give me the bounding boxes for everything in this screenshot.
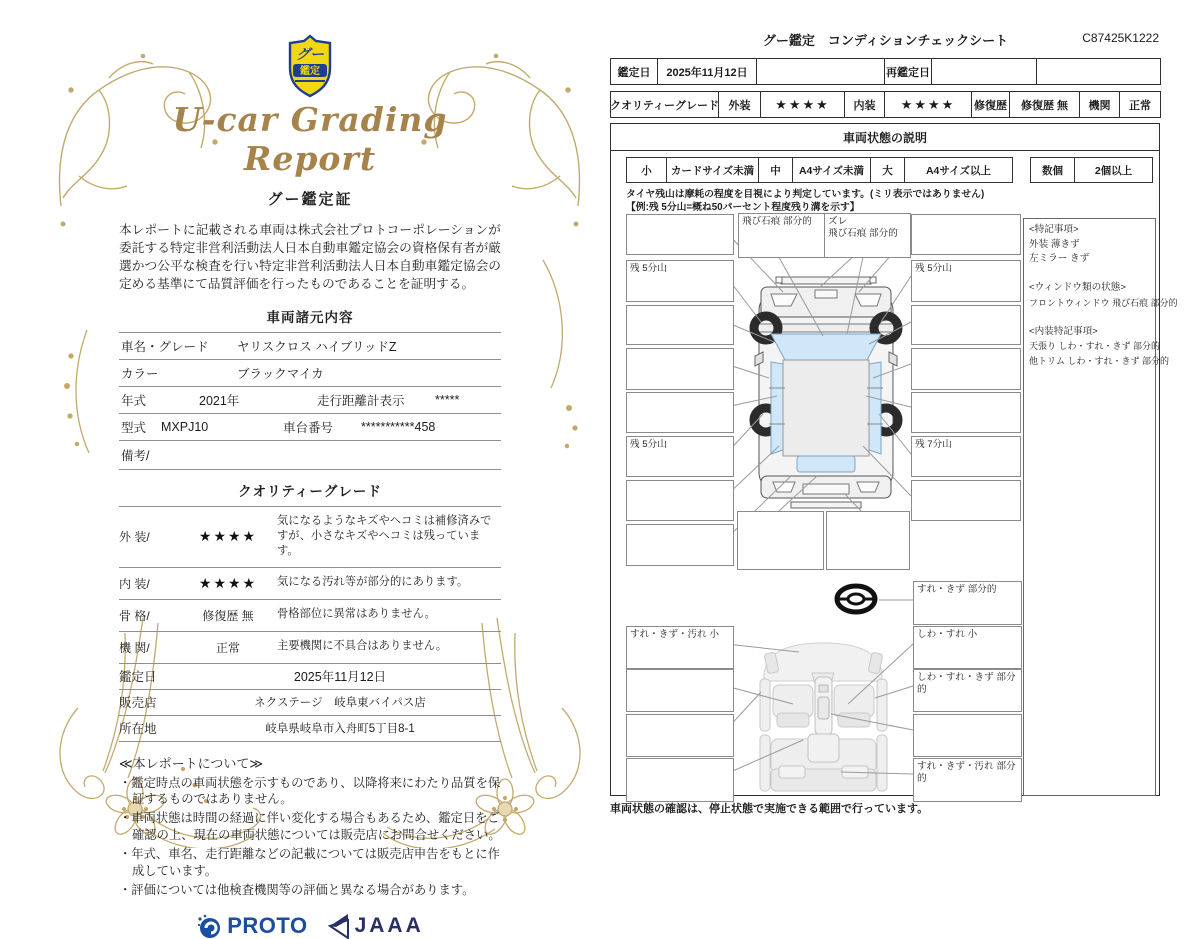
about-item: ・評価については他検査機関等の評価と異なる場合があります。 <box>119 883 475 898</box>
callout-box <box>626 214 734 255</box>
sidebar-line: 天張り しわ・すれ・きず 部分的 <box>1029 341 1161 351</box>
size-small-desc: カードサイズ未満 <box>667 158 759 182</box>
callout-steering: すれ・きず 部分的 <box>913 581 1022 625</box>
callout-box <box>911 214 1021 255</box>
callout-misalignment <box>824 213 911 258</box>
grade-exterior-label: 外 装/ <box>119 530 150 545</box>
gou-kantei-badge <box>119 34 501 98</box>
grade-exterior-stars: ★★★★ <box>198 528 258 545</box>
tire-note-1: タイヤ残山は摩耗の程度を目視により判定しています。(ミリ表示ではありません) <box>626 189 985 200</box>
meta-address-value: 岐阜県岐阜市入舟町5丁目8-1 <box>265 723 415 736</box>
size-small-label: 小 <box>627 158 667 182</box>
ornament-left-sprig-icon <box>59 328 109 478</box>
grade-frame-value: 修復歴 無 <box>202 608 254 623</box>
callout-headliner: すれ・きず・汚れ 小 <box>626 626 734 669</box>
inspection-date-row <box>610 58 1161 85</box>
size-medium-desc: A4サイズ未満 <box>793 158 871 182</box>
exterior-stars: ★★★★ <box>761 92 845 117</box>
jaaa-logo-text: JAAA <box>354 914 424 938</box>
spec-year-label: 年式 <box>121 393 147 408</box>
callout-box <box>826 511 910 570</box>
callout-box <box>911 348 1021 390</box>
sidebar-line <box>1029 310 1150 325</box>
sidebar-line: 左ミラー きず <box>1029 253 1090 264</box>
callout-box <box>737 511 824 570</box>
sheet-code: C87425K1222 <box>1082 31 1159 45</box>
spec-vin-value: ***********458 <box>361 419 436 434</box>
spec-note-label: 備考/ <box>121 448 150 463</box>
callout-trim: しわ・すれ・きず 部分的 <box>913 669 1022 712</box>
spec-name-value: ヤリスクロス ハイブリッドZ <box>237 339 397 354</box>
remarks-sidebar <box>1023 218 1178 796</box>
callout-rear-seat: すれ・きず・汚れ 部分的 <box>913 758 1022 802</box>
engine-label: 機関 <box>1080 92 1120 117</box>
grade-engine-desc: 主要機関に不具合はありません。 <box>277 640 448 653</box>
spec-row-year <box>119 386 501 413</box>
certificate-title: U-car Grading Report <box>172 100 448 178</box>
proto-logo-text: PROTO <box>227 913 308 939</box>
meta-date-value: 2025年11月12日 <box>293 670 387 685</box>
grade-engine-value: 正常 <box>215 640 240 655</box>
callout-stone-chip: 飛び石痕 部分的 <box>738 213 826 258</box>
about-report <box>119 755 501 900</box>
spec-row-model <box>119 413 501 440</box>
spec-vin-label: 車台番号 <box>283 420 334 435</box>
callout-line: ズレ <box>828 216 848 227</box>
meta-row-date <box>119 663 501 689</box>
sheet-title: グー鑑定 コンディションチェックシート <box>762 33 1009 48</box>
interior-label: 内装 <box>845 92 885 117</box>
callout-box <box>911 480 1021 521</box>
sheet-footer-note: 車両状態の確認は、停止状態で実施できる範囲で行っています。 <box>610 803 929 815</box>
callout-box <box>626 305 734 345</box>
meta-store-value: ネクステージ 岐阜東バイパス店 <box>254 697 426 710</box>
callout-box <box>626 758 734 802</box>
reinspection-date-value <box>932 59 1037 84</box>
spec-section-title: 車両諸元内容 <box>266 309 354 325</box>
quality-grade-label: クオリティーグレード <box>611 92 719 117</box>
ornament-right-sprig-icon <box>523 258 585 458</box>
spec-name-label: 車名・グレード <box>121 339 209 354</box>
grade-frame-desc: 骨格部位に異常はありません。 <box>277 608 436 621</box>
quality-grade-row <box>610 91 1161 118</box>
badge-bottom-text: 鑑定 <box>300 66 320 77</box>
grade-interior-stars: ★★★★ <box>198 574 258 591</box>
blank-cell <box>757 59 885 84</box>
size-large-label: 大 <box>871 158 905 182</box>
repair-history-label: 修復歴 <box>972 92 1010 117</box>
callout-seat: しわ・すれ 小 <box>913 626 1022 669</box>
callout-box <box>626 524 734 566</box>
callout-tire-front-right: 残 5分山 <box>911 260 1021 302</box>
exterior-label: 外装 <box>719 92 761 117</box>
about-item: ・車両状態は時間の経過に伴い変化する場合もあるため、鑑定日をご確認の上、現在の車両状態については販売店にお問合せください。 <box>119 811 501 843</box>
callout-box <box>626 348 734 390</box>
vehicle-condition-box <box>610 123 1178 796</box>
spec-model-value: MXPJ10 <box>161 419 209 434</box>
callout-tire-rear-left: 残 5分山 <box>626 436 734 477</box>
sidebar-line: 他トリム しわ・すれ・きず 部分的 <box>1029 355 1170 366</box>
spec-row-note <box>119 440 501 470</box>
count-label: 数個 <box>1031 158 1075 182</box>
meta-store-label: 販売店 <box>119 696 157 711</box>
sidebar-line: フロントウィンドウ 飛び石痕 部分的 <box>1029 297 1178 308</box>
reinspection-date-label: 再鑑定日 <box>885 59 932 84</box>
meta-row-address <box>119 715 501 742</box>
interior-stars: ★★★★ <box>885 92 972 117</box>
grade-frame-label: 骨 格/ <box>119 608 150 623</box>
callout-box <box>626 669 734 712</box>
callout-line: 飛び石痕 部分的 <box>828 227 898 239</box>
spec-year-value: 2021年 <box>199 393 240 408</box>
sidebar-line: 外装 薄きず <box>1029 238 1080 250</box>
badge-top-text: グー <box>296 46 324 62</box>
size-large-desc: A4サイズ以上 <box>925 164 992 177</box>
spec-color-label: カラー <box>121 366 159 381</box>
spec-model-label: 型式 <box>121 420 147 435</box>
meta-date-label: 鑑定日 <box>119 670 157 685</box>
grade-engine-label: 機 関/ <box>119 640 150 655</box>
certificate-subtitle: グー鑑定証 <box>267 191 353 208</box>
tire-note-2: 【例:残 5分山=概ね50パーセント程度残り溝を示す】 <box>626 202 860 213</box>
size-medium-label: 中 <box>759 158 793 182</box>
grade-exterior-desc: 気になるようなキズやヘコミは補修済みですが、小さなキズやヘコミは残っています。 <box>277 514 492 558</box>
engine-value: 正常 <box>1129 99 1151 112</box>
spec-row-name <box>119 332 501 359</box>
jaaa-logo <box>328 913 424 939</box>
inspection-date-label: 鑑定日 <box>611 59 658 84</box>
grade-interior-desc: 気になる汚れ等が部分的にあります。 <box>277 576 469 589</box>
proto-mark-icon <box>196 913 222 939</box>
spec-odo-value: ***** <box>435 392 460 407</box>
grade-row-exterior <box>119 506 501 567</box>
sidebar-line: <ウィンドウ類の状態> <box>1029 282 1126 293</box>
callout-box <box>626 392 734 433</box>
repair-history-value: 修復歴 無 <box>1010 92 1080 117</box>
grade-row-engine <box>119 631 501 663</box>
jaaa-mark-icon <box>328 913 350 939</box>
callout-box <box>913 714 1022 757</box>
certificate-intro: 本レポートに記載される車両は株式会社プロトコーポレーションが委託する特定非営利活動法人日本自動車鑑定協会の資格保有者が厳選かつ公平な検査を行い特定非営利活動法人日本自動車鑑定協会の定める基準にて品質評価を行ったものであることを証明する。 <box>119 223 501 292</box>
grade-section-title: クオリティーグレード <box>238 483 382 499</box>
count-desc: 2個以上 <box>1094 164 1133 177</box>
callout-tire-rear-right: 残 7分山 <box>911 436 1021 477</box>
grade-interior-label: 内 装/ <box>119 576 150 591</box>
spec-table <box>119 332 501 470</box>
about-item: ・年式、車名、走行距離などの記載については販売店申告をもとに作成しています。 <box>119 847 500 879</box>
vehicle-condition-title: 車両状態の説明 <box>611 124 1159 151</box>
callout-box <box>626 480 734 521</box>
proto-logo <box>196 913 307 939</box>
meta-row-store <box>119 689 501 715</box>
sidebar-line <box>1029 267 1150 282</box>
spec-color-value: ブラックマイカ <box>237 366 324 381</box>
about-title: ≪本レポートについて≫ <box>119 755 263 771</box>
callout-box <box>911 305 1021 345</box>
about-item: ・鑑定時点の車両状態を示すものであり、以降将来にわたり品質を保証するものではありません。 <box>119 775 501 807</box>
sidebar-line: <内装特記事項> <box>1029 325 1098 337</box>
certificate-page <box>55 28 585 939</box>
callout-box <box>911 392 1021 433</box>
condition-sheet-page <box>610 30 1178 816</box>
spec-row-color <box>119 359 501 386</box>
grade-table <box>119 506 501 742</box>
inspection-date-value: 2025年11月12日 <box>658 59 757 84</box>
sidebar-line: <特記事項> <box>1029 224 1079 235</box>
blank-cell <box>1037 59 1160 84</box>
grade-row-interior <box>119 567 501 599</box>
spec-odo-label: 走行距離計表示 <box>317 393 405 408</box>
grade-row-frame <box>119 599 501 631</box>
callout-tire-front-left: 残 5分山 <box>626 260 734 302</box>
callout-box <box>626 714 734 757</box>
meta-address-label: 所在地 <box>119 722 157 737</box>
